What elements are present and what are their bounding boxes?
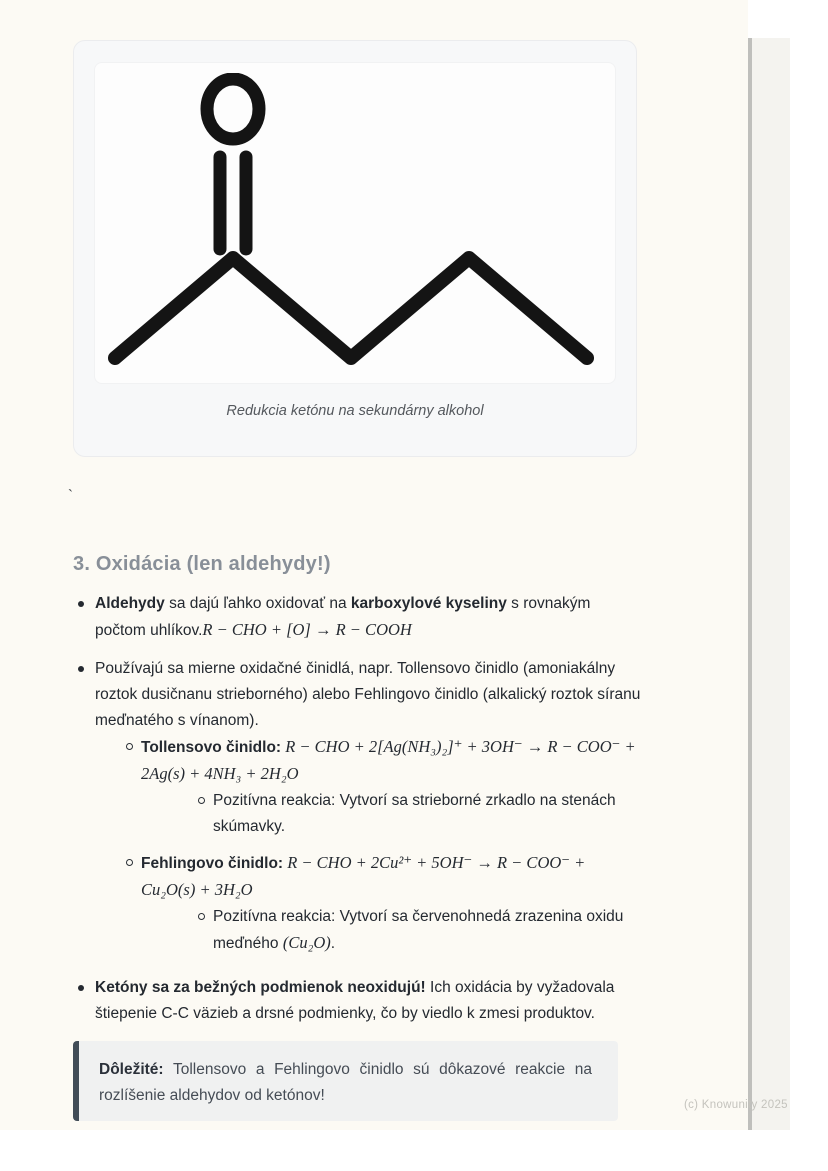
bullet-disc-icon [78, 601, 84, 607]
bullet-circle-icon [198, 797, 205, 804]
stray-backtick: ` [68, 487, 73, 504]
figure-caption: Redukcia ketónu na sekundárny alkohol [226, 403, 484, 419]
section-heading: 3. Oxidácia (len aldehydy!) [73, 553, 331, 575]
sub-list [95, 734, 643, 957]
scrollbar-track[interactable] [748, 38, 790, 1130]
callout-label: Dôležité: [99, 1061, 164, 1078]
formula-tollens: R − CHO + 2[Ag(NH₃)₂]⁺ + 3OH⁻ → R − COO⁻ + 2Ag(s) + 4NH₃ + 2H₂O [141, 737, 636, 783]
list-item-text: Tollensovo činidlo: R − CHO + 2[Ag(NH₃)₂]⁺ + 3OH⁻ → R − COO⁻ + 2Ag(s) + 4NH₃ + 2H₂O Pozitívna reakcia: Vytvorí sa strieborné zrkadlo na stenách skúmavky. [141, 734, 643, 840]
list-item-text: Ketóny sa za bežných podmienok neoxidujú! Ich oxidácia by vyžadovala štiepenie C-C väzieb a drsné podmienky, čo by viedlo k zmesi produktov. [95, 979, 615, 1022]
list-item-tollens-positive: Pozitívna reakcia: Vytvorí sa strieborné zrkadlo na stenách skúmavky. [141, 788, 643, 840]
bullet-disc-icon [78, 985, 84, 991]
list-item-reagents [73, 656, 643, 963]
list-item-text: Pozitívna reakcia: Vytvorí sa červenohnedá zrazenina oxidu meďného (Cu₂O). [213, 908, 624, 952]
watermark: (c) Knowunity 2025 [684, 1099, 788, 1111]
bullet-list [73, 591, 643, 1027]
molecule-image [94, 62, 616, 384]
list-item-text: Používajú sa mierne oxidačné činidlá, napr. Tollensovo činidlo (amoniakálny roztok dusičnanu strieborného) alebo Fehlingovo činidlo (alkalický roztok síranu meďnatého s vínanom). Tollensovo činidlo: R − CHO + 2[Ag(NH₃)₂]⁺ + 3OH⁻ → R − COO⁻ + 2Ag(s) + 4NH₃ + 2H₂O Pozitívna reakcia: Vytvorí sa strieborné zrkadlo na stenách skúmavky. Fehlingovo činidlo: R − CHO + 2Cu²⁺ + 5OH⁻ → R − COO⁻ + Cu₂O(s) + 3H₂O Pozitívna reakcia: Vytvorí sa červenohnedá zrazenina oxidu meďného (Cu₂O). [95, 656, 643, 963]
sub-sub-list [141, 788, 643, 840]
list-item-text: Fehlingovo činidlo: R − CHO + 2Cu²⁺ + 5OH⁻ → R − COO⁻ + Cu₂O(s) + 3H₂O Pozitívna reakcia: Vytvorí sa červenohnedá zrazenina oxidu meďného (Cu₂O). [141, 850, 643, 957]
bullet-circle-icon [126, 743, 133, 750]
sub-sub-list [141, 904, 643, 957]
list-item-tollens [95, 734, 643, 840]
formula-cu2o: (Cu₂O) [282, 933, 331, 952]
figure-card [73, 40, 637, 457]
list-item-text: Aldehydy sa dajú ľahko oxidovať na karboxylové kyseliny s rovnakým počtom uhlíkov.R − CHO + [O] → R − COOH [95, 595, 591, 639]
ketone-structure-icon [100, 73, 610, 373]
list-item-ketones [73, 975, 643, 1027]
formula-oxidation: R − CHO + [O] → R − COOH [202, 620, 412, 639]
important-callout [73, 1041, 618, 1121]
list-item-fehling [95, 850, 643, 957]
formula-fehling: R − CHO + 2Cu²⁺ + 5OH⁻ → R − COO⁻ + Cu₂O(s) + 3H₂O [141, 853, 586, 899]
bullet-circle-icon [126, 859, 133, 866]
bullet-disc-icon [78, 666, 84, 672]
list-item-aldehydes [73, 591, 643, 644]
bullet-circle-icon [198, 913, 205, 920]
scrollbar-thumb[interactable] [748, 38, 752, 1130]
document-content [68, 40, 643, 1121]
callout-text: Tollensovo a Fehlingovo činidlo sú dôkazové reakcie na rozlíšenie aldehydov od ketónov! [99, 1061, 592, 1104]
list-item-fehling-positive [141, 904, 643, 957]
